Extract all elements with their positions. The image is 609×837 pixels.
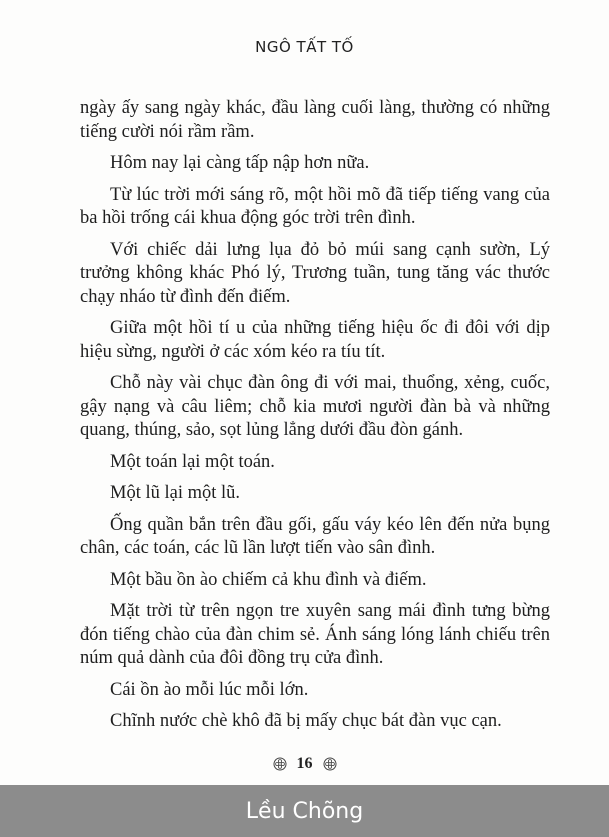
paragraph: Giữa một hồi tí u của những tiếng hiệu ốc đi đôi với dịp hiệu sừng, người ở các xóm kéo ra tíu tít.: [80, 318, 550, 362]
paragraph: Ống quần bắn trên đầu gối, gấu váy kéo lên đến nửa bụng chân, các toán, các lũ lần lượt tiến vào sân đình.: [80, 514, 550, 558]
paragraph: Một bầu ồn ào chiếm cả khu đình và điếm.: [110, 569, 427, 590]
paragraph: Cái ồn ào mỗi lúc mỗi lớn.: [110, 679, 309, 700]
paragraph: Từ lúc trời mới sáng rõ, một hồi mõ đã tiếp tiếng vang của ba hồi trống cái khua động góc trời trên đình.: [80, 184, 550, 228]
paragraph: Một toán lại một toán.: [110, 451, 275, 472]
flower-ornament-icon: [323, 757, 337, 771]
page-folio: [0, 755, 609, 773]
flower-ornament-icon: [273, 757, 287, 771]
body-text: [80, 97, 550, 742]
paragraph: Với chiếc dải lưng lụa đỏ bỏ múi sang cạnh sườn, Lý trưởng không khác Phó lý, Trương tuần, tung tăng vác thước chạy nháo từ đình đến điếm.: [80, 239, 550, 307]
paragraph: Chỗ này vài chục đàn ông đi với mai, thuổng, xẻng, cuốc, gậy nạng và câu liêm; chỗ kia mươi người đàn bà và những quang, thúng, sảo, sọt lủng lẳng dưới đầu đòn gánh.: [80, 373, 550, 440]
paragraph: Một lũ lại một lũ.: [110, 483, 241, 503]
paragraph: Hôm nay lại càng tấp nập hơn nữa.: [110, 153, 370, 173]
page-number: 16: [296, 755, 313, 772]
paragraph: Mặt trời từ trên ngọn tre xuyên sang mái đình tưng bừng đón tiếng chào của đàn chim sẻ. Ánh sáng lóng lánh chiếu trên núm quả dành của đôi đồng trụ cửa đình.: [80, 601, 550, 668]
paragraph: ngày ấy sang ngày khác, đầu làng cuối làng, thường có những tiếng cười nói rầm rầm.: [80, 98, 550, 142]
paragraph: Chĩnh nước chè khô đã bị mấy chục bát đàn vục cạn.: [110, 711, 502, 731]
running-head: NGÔ TẤT TỐ: [255, 38, 354, 56]
footer-banner: [0, 785, 609, 837]
book-title: Lều Chõng: [245, 798, 364, 824]
